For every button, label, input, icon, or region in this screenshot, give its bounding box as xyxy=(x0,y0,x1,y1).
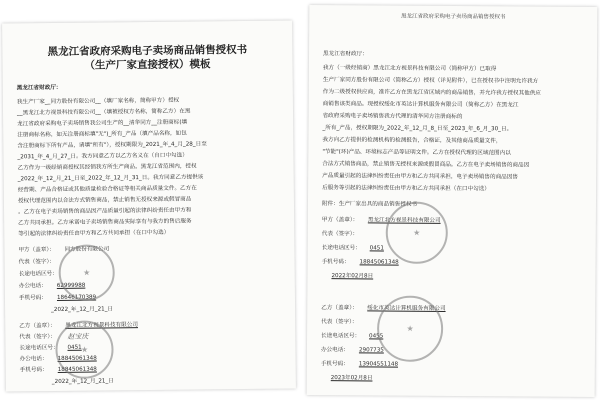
left-mobile-label: 手机号码： xyxy=(18,295,47,302)
left-mobile-b: 18845061348 xyxy=(57,366,97,373)
right-rep-label: 代表（签字）： xyxy=(321,231,359,238)
right-mobile-label: 手机号码： xyxy=(321,259,350,266)
left-office-b: 18845061348 xyxy=(57,355,97,362)
body-line: 授权代理范围内以合法方式销售商品，禁止销售无授权来源或假冒商品 xyxy=(17,196,192,205)
right-area: 0451 xyxy=(369,245,384,252)
right-area-b-label: 长途电话区号： xyxy=(321,333,361,340)
left-date-b: _2022_年_12_月_21_日 xyxy=(51,378,114,386)
body-line: __黑龙江北方视景科技有限公司__（填被授权方名称，简称乙方）在黑 xyxy=(16,108,191,117)
body-line: 省政府采购电子卖场销售我方代理的清华同方注册商标的 xyxy=(322,113,463,121)
body-line: 。乙方在电子卖场销售的商品因产品质量引起的法律纠纷责任由甲方和 xyxy=(18,207,192,216)
body-line: 商销售该类商品。现授权绥化市英达计算机服务有限公司（简称乙方）在黑龙江 xyxy=(322,101,519,109)
right-authorization-letter xyxy=(307,5,598,397)
right-party-b-seal: ★ xyxy=(377,295,443,361)
body-line: 乙方作为一级经销商授权其经销我方所生产商品。黑龙江省范围内，授权 xyxy=(17,163,197,172)
left-phone-area-label: 长途电话区号： xyxy=(18,270,58,278)
left-office-label: 办公电话： xyxy=(18,283,47,290)
right-party-a-name: 黑龙江北方视景科技有限公司 xyxy=(367,217,441,224)
body-line: 我生产厂家__同方股份有限公司__（填厂家名称，简称甲方）授权 xyxy=(16,97,180,106)
body-line: 等引起的法律纠纷责任由甲方和乙方共同承担（在口中勾选） xyxy=(18,229,170,238)
body-line: 生产厂家同方股份有限公司（简称乙方）授权（详见附件），已在授权书中注明允许我方 xyxy=(322,77,539,85)
left-recipient: 黑龙江省财政厅： xyxy=(16,84,62,92)
body-line: _2022_年_12_月_21_日至_2022_年_12_月_31_日。我方同意乙方提供该 xyxy=(17,174,204,183)
body-line: 作为二级授权供应商，准许乙方在黑龙江省区域内的商品销售，并允许我方授权其他供应 xyxy=(322,89,541,97)
body-line: 我方（一级经销商）黑龙江北方视景科技有限公司（简称甲方）已取得 xyxy=(322,65,497,73)
left-area-b: 0451 xyxy=(67,344,82,351)
right-date-a: 2022年02月8日 xyxy=(331,273,374,280)
right-area-label: 长途电话区号： xyxy=(321,245,361,252)
left-party-b-seal: ★ xyxy=(55,320,114,379)
left-rep-b-label: 代表（签字）： xyxy=(19,333,56,341)
right-date-b: 2023年02月8日 xyxy=(330,375,373,382)
right-mobile-b-label: 手机号码： xyxy=(320,361,349,368)
right-attachment: 附件：生产厂家出具的商品销售授权书 xyxy=(321,201,418,208)
right-rep-b-label: 代表（签字）： xyxy=(321,319,358,326)
left-mobile: 18646170389 xyxy=(56,294,97,301)
left-party-b-name: 黑龙江北方视景科技有限公司 xyxy=(65,322,139,329)
left-office-phone: 62999988 xyxy=(56,282,86,289)
body-line: 含注册商标下所有产品，请填"所有"），授权期限为_2021_年_4_月_28_日至 xyxy=(17,141,207,150)
left-party-a-seal: ★ xyxy=(58,244,115,301)
left-area-b-label: 长途电话区号： xyxy=(19,344,59,352)
body-line: 龙江省政府采购电子卖场销售我公司生产的__清华同方__注册商标(填 xyxy=(17,119,188,128)
right-mobile-b: 13904551148 xyxy=(358,361,399,368)
body-line: "节能"(环)产品、环境标志产品等证明文件。乙方在授权代理的区域范围内以 xyxy=(322,149,511,157)
right-office-b: 2907735 xyxy=(358,347,384,354)
body-line: 经营期、产品合格证或其他质量检验合格证等相关商品质量文件。乙方在 xyxy=(17,185,197,194)
left-party-a-name: 同方股份有限公司 xyxy=(64,246,110,253)
left-rep-label: 代表（签字）： xyxy=(18,258,55,266)
body-line: 合法方式销售商品，禁止销售无授权来源或假冒商品。乙方在电子卖场销售的商品因 xyxy=(322,161,530,169)
right-header: 黑龙江省政府采购电子卖场商品销售授权书 xyxy=(400,13,506,21)
left-date-a: _2022_年_12_月_21_日 xyxy=(51,306,114,314)
left-office-b-label: 办公电话： xyxy=(19,356,48,363)
left-mobile-b-label: 手机号码： xyxy=(19,367,48,374)
body-line: 后服务等引起的法律纠纷责任由甲方和乙方共同承担（在口中勾选） xyxy=(322,185,490,193)
body-line: _2031_年_4_月_27_日。我方同意乙方以乙方名义在（自口中勾选） xyxy=(17,152,188,161)
left-title-line2: （生产厂家直接授权）模板 xyxy=(84,58,211,72)
right-party-b-label: 乙方（盖章）： xyxy=(321,305,358,312)
right-party-a-seal: ★ xyxy=(386,202,448,264)
left-party-b-label: 乙方（盖章）： xyxy=(19,322,56,330)
right-party-b-name: 绥化市英达计算机服务有限公司 xyxy=(367,305,446,312)
right-area-b: 0455 xyxy=(369,333,384,340)
left-authorization-letter xyxy=(2,20,296,391)
body-line: 产品质量引起的法律纠纷责任由甲方和乙方共同承担，电子卖场销售的商品因售 xyxy=(322,173,518,181)
left-rep-b-signature: 赵宝庆 xyxy=(67,332,89,341)
body-line: 乙方共同承担。乙方承诺电子卖场销售商品实际享有与我方的售后服务 xyxy=(18,218,192,227)
body-line: 我方向乙方提供的检测机构的检测报告，合格证，及其他商品质量文件， xyxy=(322,137,502,145)
body-line: 注册商标名称，如无注册商标填"无")_所有_产品（填产品名称，如包 xyxy=(17,130,187,139)
left-party-a-label: 甲方（盖章）： xyxy=(18,246,55,254)
right-party-a-label: 甲方（盖章）： xyxy=(321,217,359,224)
body-line: _所有_产品，授权期限为_2022_年_12_月_8_日至_2023_年_6_月_30_日。 xyxy=(322,125,513,133)
right-office-b-label: 办公电话： xyxy=(320,347,349,354)
left-title-line1: 黑龙江省政府采购电子卖场商品销售授权书 xyxy=(47,43,248,59)
right-recipient: 黑龙江省财政厅： xyxy=(323,51,368,58)
right-mobile: 18845061348 xyxy=(359,259,399,266)
